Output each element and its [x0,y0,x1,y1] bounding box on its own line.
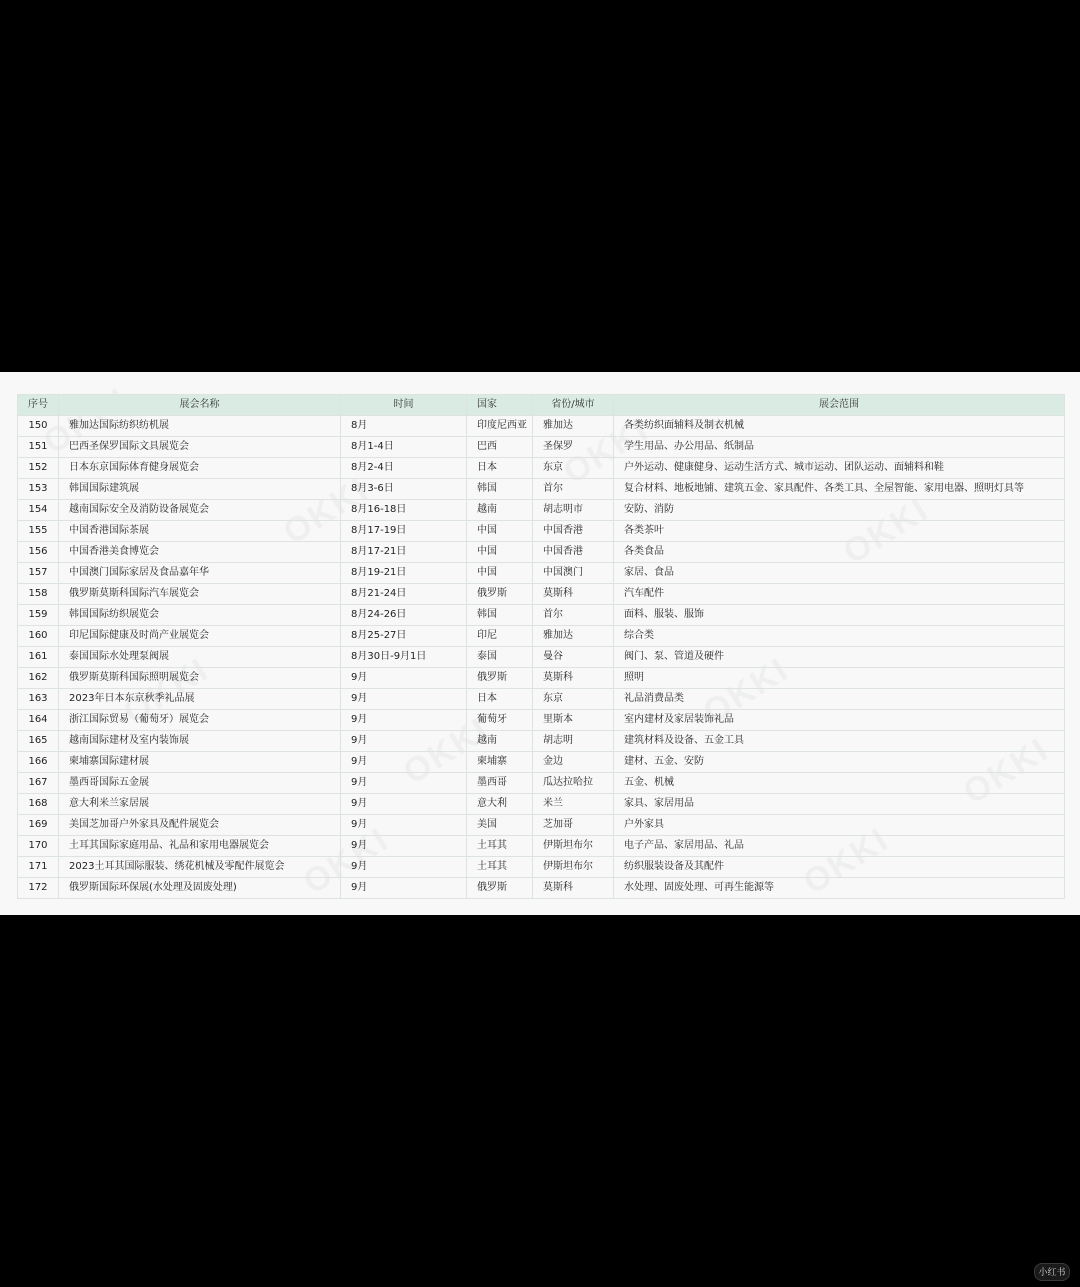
cell-index: 172 [18,878,59,899]
cell-country: 俄罗斯 [467,878,533,899]
cell-name: 2023年日本东京秋季礼品展 [59,689,341,710]
cell-scope: 各类茶叶 [614,521,1065,542]
table-body [18,416,1065,899]
cell-country: 韩国 [467,605,533,626]
cell-country: 巴西 [467,437,533,458]
cell-scope: 电子产品、家居用品、礼品 [614,836,1065,857]
table-row [18,521,1065,542]
cell-city: 金边 [533,752,614,773]
cell-index: 171 [18,857,59,878]
cell-scope: 家居、食品 [614,563,1065,584]
cell-city: 中国香港 [533,521,614,542]
table-row [18,668,1065,689]
cell-country: 土耳其 [467,836,533,857]
cell-name: 2023土耳其国际服装、绣花机械及零配件展览会 [59,857,341,878]
table-row [18,605,1065,626]
cell-index: 151 [18,437,59,458]
cell-date: 9月 [341,689,467,710]
cell-date: 9月 [341,752,467,773]
cell-name: 印尼国际健康及时尚产业展览会 [59,626,341,647]
cell-name: 日本东京国际体育健身展览会 [59,458,341,479]
cell-date: 8月24-26日 [341,605,467,626]
cell-city: 东京 [533,689,614,710]
cell-name: 中国香港国际茶展 [59,521,341,542]
table-row [18,584,1065,605]
cell-scope: 室内建材及家居装饰礼品 [614,710,1065,731]
cell-city: 胡志明市 [533,500,614,521]
cell-date: 9月 [341,815,467,836]
cell-city: 雅加达 [533,416,614,437]
table-row [18,563,1065,584]
cell-scope: 阀门、泵、管道及硬件 [614,647,1065,668]
table-row [18,458,1065,479]
cell-city: 里斯本 [533,710,614,731]
cell-date: 9月 [341,857,467,878]
cell-index: 166 [18,752,59,773]
cell-city: 胡志明 [533,731,614,752]
xiaohongshu-badge: 小红书 [1034,1263,1070,1281]
cell-date: 8月30日-9月1日 [341,647,467,668]
cell-scope: 学生用品、办公用品、纸制品 [614,437,1065,458]
table-row [18,479,1065,500]
cell-name: 俄罗斯莫斯科国际汽车展览会 [59,584,341,605]
cell-index: 170 [18,836,59,857]
cell-date: 8月25-27日 [341,626,467,647]
cell-name: 韩国国际纺织展览会 [59,605,341,626]
cell-date: 8月16-18日 [341,500,467,521]
cell-city: 中国香港 [533,542,614,563]
cell-index: 155 [18,521,59,542]
cell-date: 9月 [341,836,467,857]
cell-country: 俄罗斯 [467,584,533,605]
cell-country: 越南 [467,731,533,752]
cell-country: 俄罗斯 [467,668,533,689]
table-row [18,416,1065,437]
cell-index: 162 [18,668,59,689]
table-row [18,437,1065,458]
table-row [18,626,1065,647]
cell-city: 莫斯科 [533,584,614,605]
table-row [18,647,1065,668]
cell-date: 8月17-19日 [341,521,467,542]
table-row [18,689,1065,710]
cell-date: 8月21-24日 [341,584,467,605]
cell-name: 韩国国际建筑展 [59,479,341,500]
cell-scope: 面料、服装、服饰 [614,605,1065,626]
cell-scope: 照明 [614,668,1065,689]
cell-name: 中国澳门国际家居及食品嘉年华 [59,563,341,584]
cell-country: 日本 [467,458,533,479]
cell-date: 8月17-21日 [341,542,467,563]
table-row [18,500,1065,521]
cell-scope: 户外家具 [614,815,1065,836]
table-row [18,731,1065,752]
cell-scope: 五金、机械 [614,773,1065,794]
cell-index: 153 [18,479,59,500]
cell-name: 巴西圣保罗国际文具展览会 [59,437,341,458]
cell-scope: 汽车配件 [614,584,1065,605]
cell-country: 美国 [467,815,533,836]
cell-country: 泰国 [467,647,533,668]
cell-scope: 安防、消防 [614,500,1065,521]
cell-date: 9月 [341,668,467,689]
cell-city: 中国澳门 [533,563,614,584]
cell-name: 俄罗斯国际环保展(水处理及固废处理) [59,878,341,899]
cell-country: 意大利 [467,794,533,815]
table-sheet [0,372,1080,915]
cell-country: 柬埔寨 [467,752,533,773]
cell-scope: 各类食品 [614,542,1065,563]
cell-index: 160 [18,626,59,647]
cell-name: 墨西哥国际五金展 [59,773,341,794]
cell-date: 8月1-4日 [341,437,467,458]
cell-city: 莫斯科 [533,668,614,689]
cell-index: 161 [18,647,59,668]
header-country: 国家 [467,395,533,416]
cell-index: 156 [18,542,59,563]
table-row [18,710,1065,731]
cell-scope: 各类纺织面辅料及制衣机械 [614,416,1065,437]
cell-date: 9月 [341,710,467,731]
cell-scope: 家具、家居用品 [614,794,1065,815]
cell-index: 158 [18,584,59,605]
table-row [18,542,1065,563]
cell-name: 泰国国际水处理泵阀展 [59,647,341,668]
cell-index: 154 [18,500,59,521]
cell-date: 8月19-21日 [341,563,467,584]
cell-name: 浙江国际贸易（葡萄牙）展览会 [59,710,341,731]
cell-city: 米兰 [533,794,614,815]
cell-city: 雅加达 [533,626,614,647]
cell-scope: 综合类 [614,626,1065,647]
cell-name: 越南国际安全及消防设备展览会 [59,500,341,521]
cell-city: 莫斯科 [533,878,614,899]
table-row [18,836,1065,857]
cell-index: 164 [18,710,59,731]
cell-city: 首尔 [533,479,614,500]
cell-country: 印度尼西亚 [467,416,533,437]
cell-date: 9月 [341,731,467,752]
cell-name: 美国芝加哥户外家具及配件展览会 [59,815,341,836]
cell-country: 中国 [467,542,533,563]
header-name: 展会名称 [59,395,341,416]
cell-name: 土耳其国际家庭用品、礼品和家用电器展览会 [59,836,341,857]
cell-name: 柬埔寨国际建材展 [59,752,341,773]
header-date: 时间 [341,395,467,416]
cell-scope: 户外运动、健康健身、运动生活方式、城市运动、团队运动、面辅料和鞋 [614,458,1065,479]
cell-country: 印尼 [467,626,533,647]
table-row [18,794,1065,815]
table-row [18,857,1065,878]
cell-date: 8月2-4日 [341,458,467,479]
cell-city: 首尔 [533,605,614,626]
cell-index: 169 [18,815,59,836]
table-row [18,815,1065,836]
cell-date: 9月 [341,878,467,899]
cell-country: 中国 [467,563,533,584]
cell-country: 韩国 [467,479,533,500]
cell-index: 167 [18,773,59,794]
cell-scope: 建材、五金、安防 [614,752,1065,773]
cell-country: 墨西哥 [467,773,533,794]
cell-name: 中国香港美食博览会 [59,542,341,563]
cell-index: 168 [18,794,59,815]
cell-city: 曼谷 [533,647,614,668]
cell-city: 东京 [533,458,614,479]
cell-scope: 复合材料、地板地铺、建筑五金、家具配件、各类工具、全屋智能、家用电器、照明灯具等 [614,479,1065,500]
table-row [18,773,1065,794]
cell-index: 163 [18,689,59,710]
cell-country: 越南 [467,500,533,521]
cell-index: 152 [18,458,59,479]
cell-date: 9月 [341,773,467,794]
cell-name: 越南国际建材及室内装饰展 [59,731,341,752]
cell-country: 葡萄牙 [467,710,533,731]
cell-name: 意大利米兰家居展 [59,794,341,815]
cell-name: 俄罗斯莫斯科国际照明展览会 [59,668,341,689]
cell-city: 伊斯坦布尔 [533,836,614,857]
cell-date: 8月 [341,416,467,437]
header-city: 省份/城市 [533,395,614,416]
cell-index: 157 [18,563,59,584]
cell-city: 瓜达拉哈拉 [533,773,614,794]
cell-scope: 水处理、固废处理、可再生能源等 [614,878,1065,899]
cell-name: 雅加达国际纺织纺机展 [59,416,341,437]
table-row [18,878,1065,899]
table-header-row [18,395,1065,416]
cell-country: 土耳其 [467,857,533,878]
cell-country: 中国 [467,521,533,542]
exhibition-table [17,394,1065,899]
cell-country: 日本 [467,689,533,710]
cell-index: 165 [18,731,59,752]
cell-index: 159 [18,605,59,626]
cell-city: 芝加哥 [533,815,614,836]
cell-scope: 建筑材料及设备、五金工具 [614,731,1065,752]
table-row [18,752,1065,773]
cell-date: 9月 [341,794,467,815]
cell-city: 圣保罗 [533,437,614,458]
cell-index: 150 [18,416,59,437]
cell-city: 伊斯坦布尔 [533,857,614,878]
cell-date: 8月3-6日 [341,479,467,500]
cell-scope: 礼品消费品类 [614,689,1065,710]
header-scope: 展会范围 [614,395,1065,416]
header-index: 序号 [18,395,59,416]
cell-scope: 纺织服装设备及其配件 [614,857,1065,878]
